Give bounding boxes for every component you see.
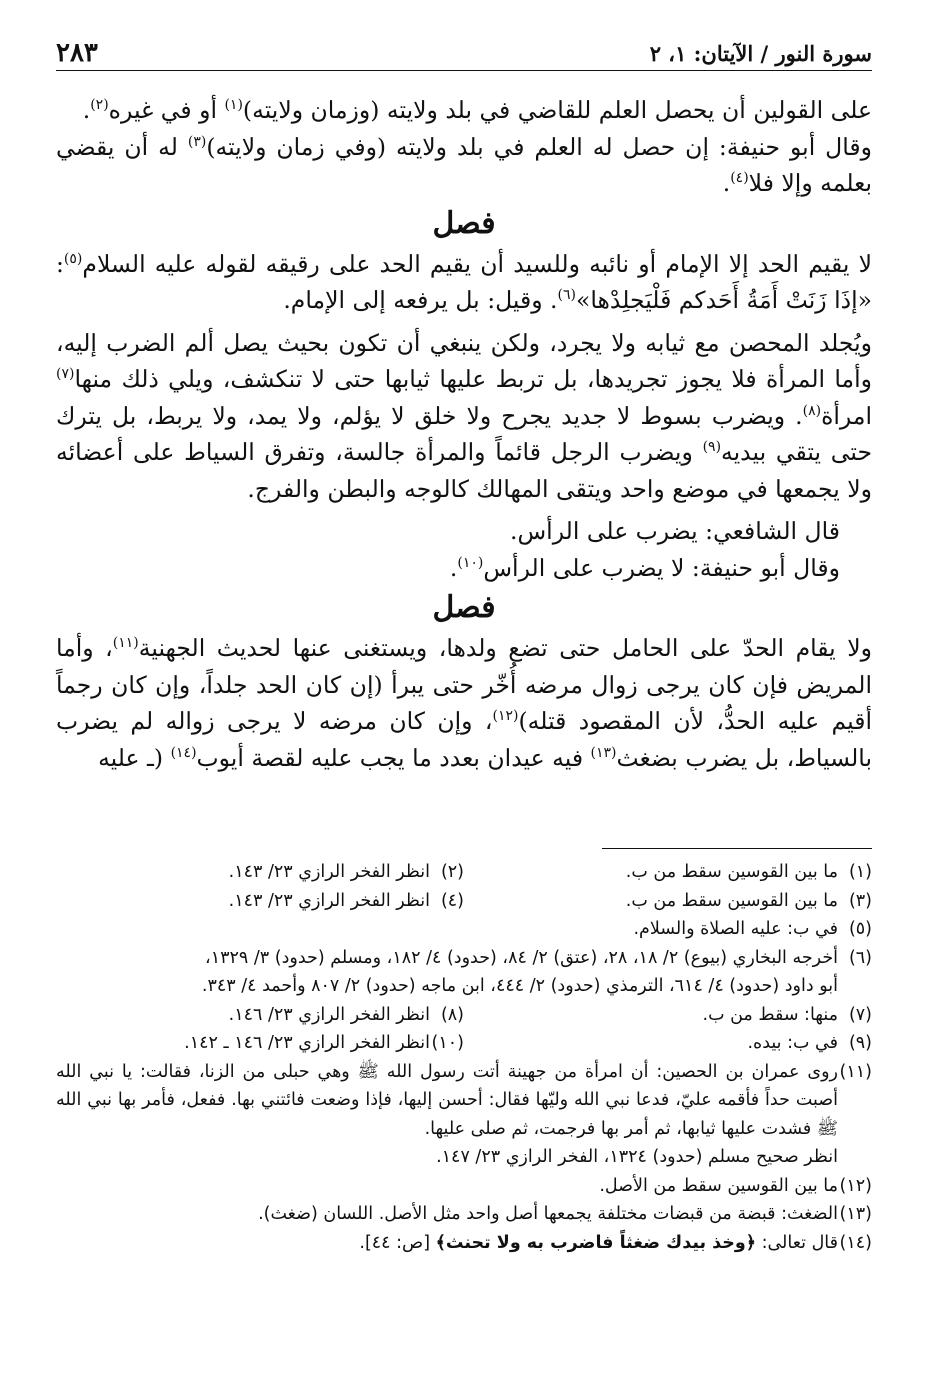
footnote-13: (١٣) الضغث: قبضة من قبضات مختلفة يجمعها أصل واحد مثل الأصل. اللسان (ضغث).: [258, 1204, 872, 1224]
footnote-row: [56, 858, 872, 887]
section-heading: فصل: [432, 590, 496, 625]
footnote-10: (١٠) انظر الفخر الرازي ٢٣/ ١٤٦ ـ ١٤٢.: [184, 1033, 464, 1053]
paragraph-1: على القولين أن يحصل العلم للقاضي في بلد ولايته (وزمان ولايته)$^{(١)}$ أو في غيره$^{(٢)}$.: [82, 96, 872, 124]
footnote-ref[interactable]: (١٠): [457, 554, 484, 571]
footnote-6: (٦) أخرجه البخاري (بيوع) ٢/ ١٨، ٢٨، (عتق) ٢/ ٨٤، (حدود) ٤/ ١٨٢، ومسلم (حدود) ٣/ ١٣٢٩، أبو داود (حدود) ٤/ ٦١٤، الترمذي (حدود) ٢/ ٤٤٤، ابن ماجه (حدود) ٢/ ٨٠٧ وأحمد ٤/ ٣٤٣.: [201, 947, 872, 996]
main-text: [56, 92, 872, 776]
footnote-ref[interactable]: (٦): [557, 287, 576, 304]
running-title: سورة النور / الآيتان: ١، ٢: [649, 41, 872, 66]
footnote-1: (١) ما بين القوسين سقط من ب.: [625, 862, 872, 882]
footnote-ref[interactable]: (٥): [63, 250, 83, 267]
footnote-ref[interactable]: (٧): [56, 366, 75, 383]
footnote-ref[interactable]: (٨): [802, 402, 822, 419]
page-number: ٢٨٣: [56, 38, 98, 68]
footnote-ref[interactable]: (١٢): [492, 708, 519, 725]
paragraph-4: ويُجلد المحصن مع ثيابه ولا يجرد، ولكن ينبغي أن تكون بحيث يصل ألم الضرب إليه، وأما المرأة فلا يجوز تجريدها، بل تربط عليها ثيابها حتى لا تنكشف، ويلي ذلك منها$^{(٧)}$ امرأة$^{(٨)}$. ويضرب بسوط لا جديد يجرح ولا خلق لا يؤلم، ولا يمد، ولا يربط، بل يترك حتى يتقي بيديه$^{(٩)}$ ويضرب الرجل قائماً والمرأة جالسة، وتفرق السياط على أعضائه ولا يجمعها في موضع واحد ويتقى المهالك كالوجه والبطن والفرج.: [56, 328, 872, 503]
footnotes: [56, 858, 872, 1257]
paragraph-6: وقال أبو حنيفة: لا يضرب على الرأس$^{(١٠)}$.: [449, 553, 840, 582]
footnote-divider: [602, 848, 872, 849]
footnote-ref[interactable]: (٩): [702, 439, 722, 456]
footnote-row: [56, 1029, 872, 1058]
quran-verse: ﴿وخذ بيدك ضغثاً فاضرب به ولا تحنث﴾: [435, 1232, 756, 1253]
footnote-ref[interactable]: (٣): [187, 133, 207, 150]
footnote-12: (١٢) ما بين القوسين سقط من الأصل.: [599, 1175, 872, 1196]
footnote-ref[interactable]: (١٤): [170, 744, 197, 761]
footnote-4: (٤) انظر الفخر الرازي ٢٣/ ١٤٣.: [228, 890, 464, 911]
paragraph-7: ولا يقام الحدّ على الحامل حتى تضع ولدها، ويستغنى عنها لحديث الجهنية$^{(١١)}$، وأما المريض فإن كان يرجى زوال مرضه أُخّر حتى يبرأ (إن كان الحد جلداً، وإن كان رجماً أقيم عليه الحدُّ، لأن المقصود قتله)$^{(١٢)}$، وإن كان مرضه لا يرجى زواله لم يضرب بالسياط، بل يضرب بضغث$^{(١٣)}$ فيه عيدان بعدد ما يجب عليه لقصة أيوب$^{(١٤)}$ (ـ عليه: [56, 634, 873, 772]
footnote-2: (٢) انظر الفخر الرازي ٢٣/ ١٤٣.: [228, 862, 464, 882]
footnote-3: (٣) ما بين القوسين سقط من ب.: [625, 890, 872, 911]
footnote-row: [56, 1001, 872, 1030]
paragraph-2: وقال أبو حنيفة: إن حصل له العلم في بلد ولايته (وفي زمان ولايته)$^{(٣)}$ له أن يقضي بعلمه وإلا فلا$^{(٤)}$.: [56, 132, 872, 197]
footnote-ref[interactable]: (١٣): [590, 744, 617, 761]
footnote-5: (٥) في ب: عليه الصلاة والسلام.: [633, 919, 872, 939]
footnote-ref[interactable]: (٤): [730, 170, 749, 187]
paragraph-3: لا يقيم الحد إلا الإمام أو نائبه وللسيد أن يقيم الحد على رقيقه لقوله عليه السلام$^{(٥)}$: «إذَا زَنَتْ أَمَةُ أَحَدكم فَلْيَجلِدْها»$^{(٦)}$. وقيل: بل يرفعه إلى الإمام.: [56, 249, 872, 314]
footnote-9: (٩) في ب: بيده.: [747, 1033, 872, 1053]
page-header: [56, 30, 872, 71]
footnote-row: [56, 887, 872, 916]
paragraph-5: قال الشافعي: يضرب على الرأس.: [510, 517, 840, 545]
footnote-7: (٧) منها: سقط من ب.: [702, 1004, 872, 1025]
footnote-11: (١١) روى عمران بن الحصين: أن امرأة من جهينة أتت رسول الله ﷺ وهي حبلى من الزنا، فقالت: يا نبي الله أصبت حداً فأقمه عليّ، فدعا نبي الله وليّها فقال: أحسن إليها، فإذا وضعت فائتني بها. ففعل، فأمر بها نبي الله ﷺ فشدت عليها ثيابها، ثم أمر بها فرجمت، ثم صلى عليها. انظر صحيح مسلم (حدود) ١٣٢٤، الفخر الرازي ٢٣/ ١٤٧.: [56, 1061, 872, 1167]
footnote-14: (١٤) قال تعالى: ﴿وخذ بيدك ضغثاً فاضرب به ولا تحنث﴾ [ص: ٤٤].: [359, 1232, 872, 1253]
footnote-ref[interactable]: (١): [224, 97, 243, 114]
footnote-ref[interactable]: (٢): [90, 97, 109, 114]
section-heading: فصل: [432, 205, 496, 241]
footnote-ref[interactable]: (١١): [112, 635, 139, 652]
footnote-8: (٨) انظر الفخر الرازي ٢٣/ ١٤٦.: [228, 1004, 464, 1025]
